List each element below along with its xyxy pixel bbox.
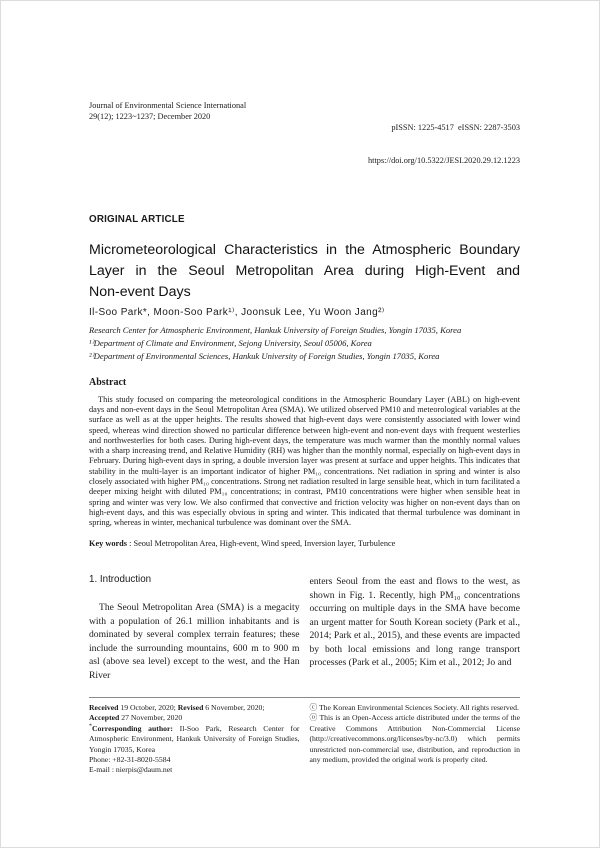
- received-label: Received: [89, 702, 119, 712]
- copyright-notice: ⓒ The Korean Environmental Sciences Society. All rights reserved.: [309, 702, 519, 712]
- footnote-corresponding: [89, 724, 300, 755]
- intro-paragraph-left: The Seoul Metropolitan Area (SMA) is a megacity with a population of 26.1 million inhabitants and is dominated by several complex terrain features; these include the surrounding mountains, 600 m to 900 m asl (above sea level) except to the west, and the Han River: [89, 602, 300, 681]
- journal-issn: pISSN: 1225-4517 eISSN: 2287-3503: [391, 123, 520, 132]
- keywords-line: [89, 539, 520, 548]
- revised-label: Revised: [177, 702, 204, 712]
- journal-info: [89, 100, 246, 188]
- corresponding-label: Corresponding author:: [92, 723, 173, 733]
- corresponding-asterisk: *: [89, 723, 92, 730]
- journal-header: [89, 100, 520, 188]
- abstract-body: This study focused on comparing the meteorological conditions in the Atmospheric Boundary Layer (ABL) on high-event days and non-event days in the Seoul Metropolitan Area (SMA). We utilized observed PM10 and meteorological variables at the surface as well as at the upper heights. The results showed that high-event days were consistently associated with lower wind speed, whereas wind direction showed no particular difference between high-event and non-event days with frequent westerlies and northwesterlies for both cases. During high-event days, the temperature was much warmer than the monthly normal values with a sharp increasing trend, and Relative Humidity (RH) was higher than the monthly normal, especially on high-event days in February. During high-event days in spring, a double inversion layer was present at surface and upper heights. This indicates that stability in the multi-layer is an important indicator of higher PM₁₀ concentrations. Net radiation in spring and winter is also closely associated with higher PM₁₀ concentrations. Strong net radiation resulted in large sensible heat, which in turn facilitated a deeper mixing height with diluted PM₁₀ concentrations; in contrast, PM10 concentrations were higher when sensible heat in spring and winter was very low. We also confirmed that convective and friction velocity was higher on non-event days than on high-event days, and this was especially obvious in spring and winter. This indicated that thermal turbulence was dominant in spring, whereas in winter, mechanical turbulence was dominant over the SMA.: [89, 394, 520, 528]
- received-date: 19 October, 2020;: [118, 702, 178, 712]
- revised-date: 6 November, 2020;: [203, 702, 265, 712]
- footnote-phone: Phone: +82-31-8020-5584: [89, 754, 171, 764]
- journal-issue: 29(12); 1223~1237; December 2020: [89, 112, 211, 121]
- affiliation-line: ²⁾Department of Environmental Sciences, Hankuk University of Foreign Studies, Yongin 17035, Korea: [89, 351, 440, 362]
- affiliations: [89, 324, 520, 364]
- section-heading-introduction: 1. Introduction: [89, 574, 152, 586]
- article-type-label: ORIGINAL ARTICLE: [89, 214, 185, 225]
- journal-doi: https://doi.org/10.5322/JESI.2020.29.12.1223: [368, 156, 520, 165]
- accepted-date: 27 November, 2020: [119, 713, 183, 723]
- footnote-divider: [89, 697, 520, 698]
- accepted-label: Accepted: [89, 713, 120, 723]
- title-line: Non-event Days: [89, 284, 191, 300]
- abstract-heading: Abstract: [89, 376, 127, 388]
- body-column-right: [310, 574, 521, 681]
- title-line: Layer in the Seoul Metropolitan Area during High-Event and: [89, 263, 520, 279]
- license-notice: ⓞ This is an Open-Access article distributed under the terms of the Creative Commons Attribution Non-Commercial License (http://creativecommons.org/licenses/by-nc/3.0) which permits unrestricted non-commercial use, distribution, and reproduction in any medium, provided the original work is properly cited.: [309, 713, 520, 764]
- journal-ids: [368, 100, 520, 188]
- author-list: Il-Soo Park*, Moon-Soo Park¹⁾, Joonsuk Lee, Yu Woon Jang²⁾: [89, 307, 385, 318]
- affiliation-line: ¹⁾Department of Climate and Environment, Sejong University, Seoul 05006, Korea: [89, 338, 372, 349]
- title-line: Micrometeorological Characteristics in the Atmospheric Boundary: [89, 242, 520, 258]
- intro-paragraph-right: enters Seoul from the east and flows to the west, as shown in Fig. 1. Recently, high PM₁₀ concentrations occurring on multiple days in the SMA have become an urgent matter for South Korean society (Park et al., 2014; Park et al., 2015), and these events are impacted by both local emissions and long range transport processes (Park et al., 2005; Kim et al., 2012; Jo and: [309, 576, 520, 668]
- body-columns: [89, 574, 520, 681]
- footnote-right: [310, 703, 521, 776]
- footnote-email: E-mail : nierpis@daum.net: [89, 765, 173, 775]
- footnote-left: [89, 703, 300, 776]
- body-column-left: [89, 574, 300, 681]
- article-title: [89, 240, 520, 303]
- keywords-text: : Seoul Metropolitan Area, High-event, Wind speed, Inversion layer, Turbulence: [127, 539, 396, 549]
- corresponding-text: Il-Soo Park, Research Center for Atmospheric Environment, Hankuk University of Foreign Studies, Yongin 17035, Korea: [89, 723, 300, 754]
- footnote-dates: [89, 703, 300, 724]
- keywords-label: Key words: [89, 539, 128, 549]
- affiliation-line: Research Center for Atmospheric Environment, Hankuk University of Foreign Studies, Yongin 17035, Korea: [89, 325, 462, 335]
- journal-name: Journal of Environmental Science International: [89, 101, 247, 110]
- footnote-columns: [89, 703, 520, 776]
